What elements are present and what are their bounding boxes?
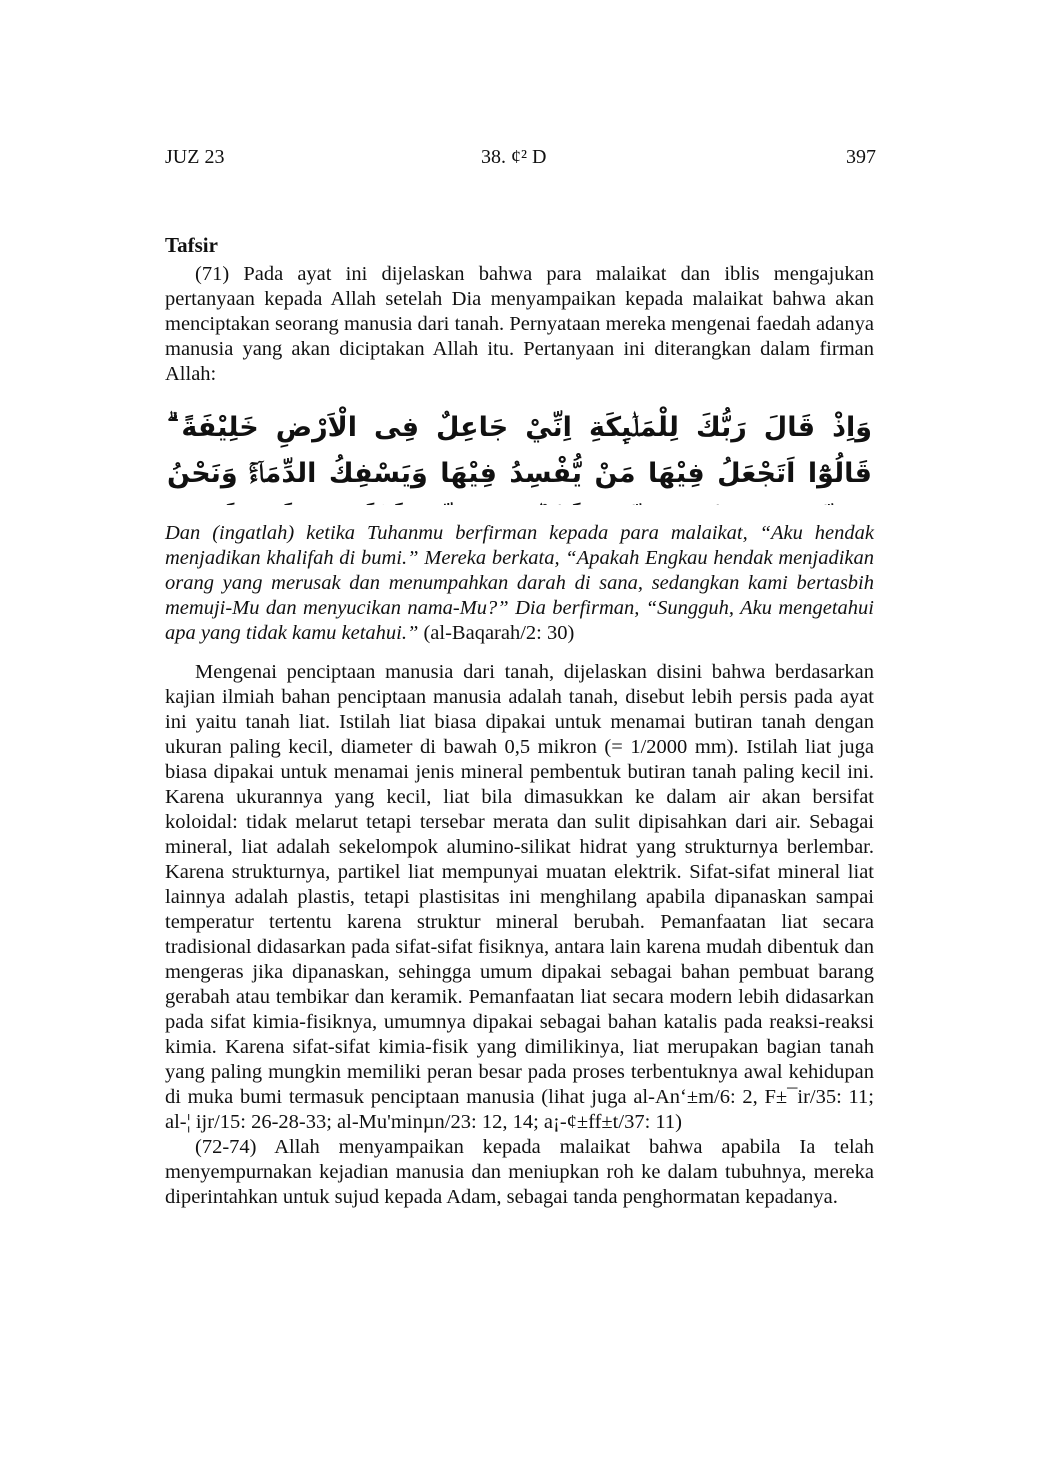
page-number: 397 — [846, 146, 876, 168]
verse-reference: (al-Baqarah/2: 30) — [418, 622, 575, 644]
intro-paragraph: (71) Pada ayat ini dijelaskan bahwa para malaikat dan iblis mengajukan pertanyaan kepada Allah setelah Dia menyampaikan kepada malaikat bahwa akan menciptakan seorang manusia dari tanah. Pernyataan mereka mengenai faedah adanya manusia yang akan diciptakan Allah itu. Pertanyaan ini diterangkan dalam firman Allah: — [165, 263, 874, 385]
running-header — [165, 146, 876, 172]
verse-translation — [165, 521, 874, 646]
main-content — [165, 232, 874, 1210]
juz-label: JUZ 23 — [165, 146, 225, 168]
closing-paragraph: (72-74) Allah menyampaikan kepada malaikat bahwa apabila Ia telah menyempurnakan kejadian manusia dan meniupkan roh ke dalam tubuhnya, mereka diperintahkan untuk sujud kepada Adam, sebagai tanda penghormatan kepadanya. — [165, 1136, 874, 1208]
section-heading: Tafsir — [165, 233, 218, 257]
translation-text: Dan (ingatlah) ketika Tuhanmu berfirman kepada para malaikat, “Aku hendak menjadikan khalifah di bumi.” Mereka berkata, “Apakah Engkau hendak menjadikan orang yang merusak dan menumpahkan darah di sana, sedangkan kami bertasbih memuji-Mu dan menyucikan nama-Mu?” Dia berfirman, “Sungguh, Aku mengetahui apa yang tidak kamu ketahui.” — [165, 522, 874, 644]
surah-title: 38. ¢² D — [481, 146, 547, 168]
body-paragraph: Mengenai penciptaan manusia dari tanah, dijelaskan disini bahwa berdasarkan kajian ilmiah bahan penciptaan manusia adalah tanah, disebut lebih persis pada ayat ini yaitu tanah liat. Istilah liat biasa dipakai untuk menamai butiran tanah dengan ukuran paling kecil, diameter di bawah 0,5 mikron (= 1/2000 mm). Istilah liat juga biasa dipakai untuk menamai jenis mineral pembentuk butiran tanah paling kecil ini. Karena ukurannya yang kecil, liat bila dimasukkan ke dalam air akan bersifat koloidal: tidak melarut tetapi tersebar merata dan sulit dipisahkan dari air. Sebagai mineral, liat adalah sekelompok alumino-silikat hidrat yang strukturnya berlembar. Karena strukturnya, partikel liat mempunyai muatan elektrik. Sifat-sifat mineral liat lainnya adalah plastis, tetapi plastisitas ini menghilang apabila dipanaskan sampai temperatur tertentu karena struktur mineral berubah. Pemanfaatan liat secara tradisional didasarkan pada sifat-sifat fisiknya, antara lain karena mudah dibentuk dan mengeras jika dipanaskan, sehingga umum dipakai sebagai bahan pembuat barang gerabah atau tembikar dan keramik. Pemanfaatan liat secara modern lebih didasarkan pada sifat kimia-fisiknya, umumnya dipakai sebagai bahan katalis pada reaksi-reaksi kimia. Karena sifat-sifat kimia-fisik yang dimilikinya, liat merupakan bagian tanah yang paling mungkin memiliki peran besar pada proses terbentuknya awal kehidupan di muka bumi termasuk penciptaan manusia (lihat juga al-An‘±m/6: 2, F±¯ir/35: 11; al-¦ ijr/15: 26-28-33; al-Mu'minµn/23: 12, 14; a¡-¢±ff±t/37: 11) — [165, 661, 874, 1133]
arabic-verse: وَاِذْ قَالَ رَبُّكَ لِلْمَلٰۤىِٕكَةِ اِنِّيْ جَاعِلٌ فِى الْاَرْضِ خَلِيْفَةً ۗ قَالُوْٓا اَتَجْعَلُ فِيْهَا مَنْ يُّفْسِدُ فِيْهَا وَيَسْفِكُ الدِّمَاۤءَۚ وَنَحْنُ — [167, 412, 872, 489]
